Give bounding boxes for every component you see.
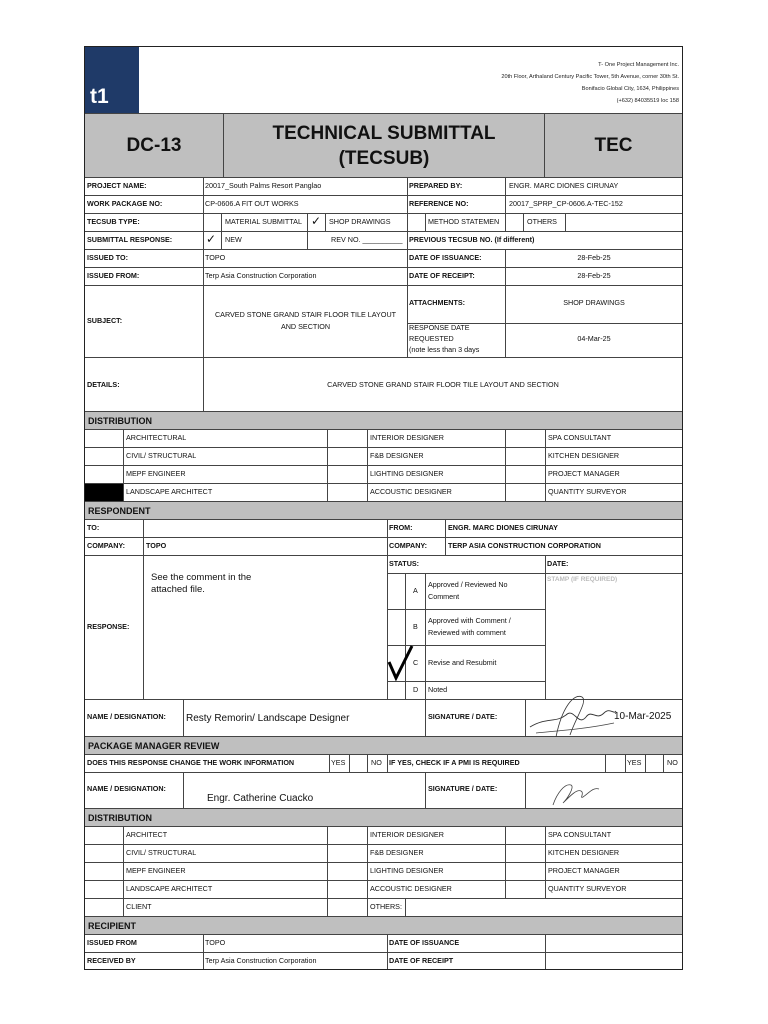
status-option-d-1: Noted <box>428 685 448 694</box>
type-material-submittal: MATERIAL SUBMITTAL <box>225 217 302 226</box>
company-phone: (+632) 84035519 loc 158 <box>616 98 679 104</box>
dist-item: MEPF ENGINEER <box>126 469 186 478</box>
work-info-no: NO <box>371 758 382 767</box>
date-receipt-label: DATE OF RECEIPT: <box>409 271 475 280</box>
company2-label: COMPANY: <box>389 541 428 550</box>
respondent-header: RESPONDENT <box>85 502 682 519</box>
work-package-label: WORK PACKAGE NO: <box>87 199 163 208</box>
response-label: RESPONSE: <box>87 622 130 631</box>
status-option-a-2: Comment <box>428 592 460 601</box>
issued-from-label: ISSUED FROM: <box>87 271 140 280</box>
pmi-yes: YES <box>627 758 642 767</box>
company2-value: TERP ASIA CONSTRUCTION CORPORATION <box>448 541 601 550</box>
status-code-d: D <box>413 685 419 694</box>
subject-label: SUBJECT: <box>87 316 123 325</box>
distribution2-header: DISTRIBUTION <box>85 809 682 826</box>
dist2-item: ACCOUSTIC DESIGNER <box>370 884 452 893</box>
dist-item: LIGHTING DESIGNER <box>370 469 444 478</box>
tecsub-type-label: TECSUB TYPE: <box>87 217 140 226</box>
from-label: FROM: <box>389 523 413 532</box>
form-dept: TEC <box>545 114 682 177</box>
dist-item: ACCOUSTIC DESIGNER <box>370 487 452 496</box>
reference-label: REFERENCE NO: <box>409 199 469 208</box>
status-code-b: B <box>413 622 418 631</box>
type-others: OTHERS <box>527 217 557 226</box>
dist2-item: SPA CONSULTANT <box>548 830 612 839</box>
company-address-1: 20th Floor, Arthaland Century Pacific Tower, 5th Avenue, corner 30th St. <box>501 74 679 80</box>
form-title: TECHNICAL SUBMITTAL (TECSUB) <box>224 114 544 177</box>
dist2-item: LANDSCAPE ARCHITECT <box>126 884 213 893</box>
dist2-item: PROJECT MANAGER <box>548 866 620 875</box>
company-info <box>501 59 679 107</box>
status-code-c: C <box>413 658 419 667</box>
recipient-header: RECIPIENT <box>85 917 682 934</box>
company-logo: t1 <box>85 47 139 113</box>
dist2-item: INTERIOR DESIGNER <box>370 830 444 839</box>
received-by-label: RECEIVED BY <box>87 956 136 965</box>
dist2-item: QUANTITY SURVEYOR <box>548 884 627 893</box>
date-issuance-value: 28-Feb-25 <box>577 253 611 262</box>
respondent-sign-date: 10-Mar-2025 <box>614 711 672 722</box>
details-label: DETAILS: <box>87 380 120 389</box>
dist-item: INTERIOR DESIGNER <box>370 433 444 442</box>
dist-item: ARCHITECTURAL <box>126 433 187 442</box>
dist-item: SPA CONSULTANT <box>548 433 612 442</box>
date-receipt-value: 28-Feb-25 <box>577 271 611 280</box>
dist-item: F&B DESIGNER <box>370 451 424 460</box>
dist2-item: KITCHEN DESIGNER <box>548 848 620 857</box>
company-value: TOPO <box>146 541 167 550</box>
dist-item: LANDSCAPE ARCHITECT <box>126 487 213 496</box>
date-issuance-label: DATE OF ISSUANCE: <box>409 253 482 262</box>
dist2-item: ARCHITECT <box>126 830 168 839</box>
status-option-a-1: Approved / Reviewed No <box>428 580 508 589</box>
status-option-b-1: Approved with Comment / <box>428 616 511 625</box>
date-label: DATE: <box>547 559 569 568</box>
recipient-date-issuance-label: DATE OF ISSUANCE <box>389 938 460 947</box>
status-option-c-1: Revise and Resubmit <box>428 658 497 667</box>
dist2-item: F&B DESIGNER <box>370 848 424 857</box>
distribution-header: DISTRIBUTION <box>85 412 682 429</box>
work-package-value: CP-0606.A FIT OUT WORKS <box>205 199 299 208</box>
checkmark-icon: ✓ <box>311 214 322 228</box>
work-info-yes: YES <box>331 758 346 767</box>
dist-item: QUANTITY SURVEYOR <box>548 487 627 496</box>
submittal-response-label: SUBMITTAL RESPONSE: <box>87 235 173 244</box>
prepared-by-value: ENGR. MARC DIONES CIRUNAY <box>509 181 619 190</box>
stamp-placeholder: STAMP (IF REQUIRED) <box>547 576 618 583</box>
pm-sign-label: SIGNATURE / DATE: <box>428 784 498 793</box>
dist2-item: OTHERS: <box>370 902 402 911</box>
details-value: CARVED STONE GRAND STAIR FLOOR TILE LAYOUT AND SECTION <box>327 380 559 389</box>
recipient-issued-from-label: ISSUED FROM <box>87 938 137 947</box>
response-date-line-1: RESPONSE DATE <box>409 323 470 332</box>
to-label: TO: <box>87 523 100 532</box>
issued-to-label: ISSUED TO: <box>87 253 129 262</box>
dist-item: PROJECT MANAGER <box>548 469 620 478</box>
type-method-statement: METHOD STATEMEN <box>428 217 500 226</box>
subject-line-2: AND SECTION <box>280 322 331 331</box>
project-name-value: 20017_South Palms Resort Panglao <box>205 181 322 190</box>
issued-to-value: TOPO <box>205 253 226 262</box>
issued-from-value: Terp Asia Construction Corporation <box>205 271 317 280</box>
from-value: ENGR. MARC DIONES CIRUNAY <box>448 523 558 532</box>
previous-tecsub-label: PREVIOUS TECSUB NO. (If different) <box>409 235 535 244</box>
company-label: COMPANY: <box>87 541 126 550</box>
dist2-item: CLIENT <box>126 902 152 911</box>
respondent-sign-label: SIGNATURE / DATE: <box>428 712 498 721</box>
pm-name-value: Engr. Catherine Cuacko <box>207 793 314 804</box>
status-label: STATUS: <box>389 559 420 568</box>
package-review-header: PACKAGE MANAGER REVIEW <box>85 737 682 754</box>
pmi-question: IF YES, CHECK IF A PMI IS REQUIRED <box>389 758 520 767</box>
attachments-value: SHOP DRAWINGS <box>563 298 625 307</box>
received-by-value: Terp Asia Construction Corporation <box>205 956 317 965</box>
dist2-item: LIGHTING DESIGNER <box>370 866 444 875</box>
respondent-name-label: NAME / DESIGNATION: <box>87 712 166 721</box>
response-date-line-3: (note less than 3 days <box>409 345 480 354</box>
response-comment-2: attached file. <box>151 584 205 595</box>
company-address-2: Bonifacio Global City, 1634, Philippines <box>581 86 679 92</box>
prepared-by-label: PREPARED BY: <box>409 181 463 190</box>
signature-image <box>547 775 607 809</box>
type-shop-drawings: SHOP DRAWINGS <box>329 217 391 226</box>
respondent-name-value: Resty Remorin/ Landscape Designer <box>186 713 350 724</box>
recipient-date-receipt-label: DATE OF RECEIPT <box>389 956 454 965</box>
response-date-line-2: REQUESTED <box>409 334 454 343</box>
work-info-question: DOES THIS RESPONSE CHANGE THE WORK INFORMATION <box>87 758 295 767</box>
reference-value: 20017_SPRP_CP-0606.A-TEC-152 <box>509 199 623 208</box>
response-new: NEW <box>225 235 242 244</box>
company-name: T- One Project Management Inc. <box>598 62 679 68</box>
dist2-item: CIVIL/ STRUCTURAL <box>126 848 197 857</box>
project-name-label: PROJECT NAME: <box>87 181 147 190</box>
attachments-label: ATTACHMENTS: <box>409 298 466 307</box>
dist2-item: MEPF ENGINEER <box>126 866 186 875</box>
recipient-issued-from-value: TOPO <box>205 938 226 947</box>
dist-item: KITCHEN DESIGNER <box>548 451 620 460</box>
response-comment-1: See the comment in the <box>151 572 252 583</box>
rev-no: REV NO. __________ <box>331 235 403 244</box>
checkmark-icon: ✓ <box>206 232 217 246</box>
status-option-b-2: Reviewed with comment <box>428 628 506 637</box>
handwritten-checkmark-icon <box>386 644 419 684</box>
pm-name-label: NAME / DESIGNATION: <box>87 784 166 793</box>
form-code: DC-13 <box>85 114 223 177</box>
tecsub-form <box>84 46 683 970</box>
selected-checkbox <box>85 484 123 501</box>
status-code-a: A <box>413 586 418 595</box>
response-date-value: 04-Mar-25 <box>577 334 611 343</box>
pmi-no: NO <box>667 758 678 767</box>
subject-line-1: CARVED STONE GRAND STAIR FLOOR TILE LAYOUT <box>214 310 397 319</box>
dist-item: CIVIL/ STRUCTURAL <box>126 451 197 460</box>
